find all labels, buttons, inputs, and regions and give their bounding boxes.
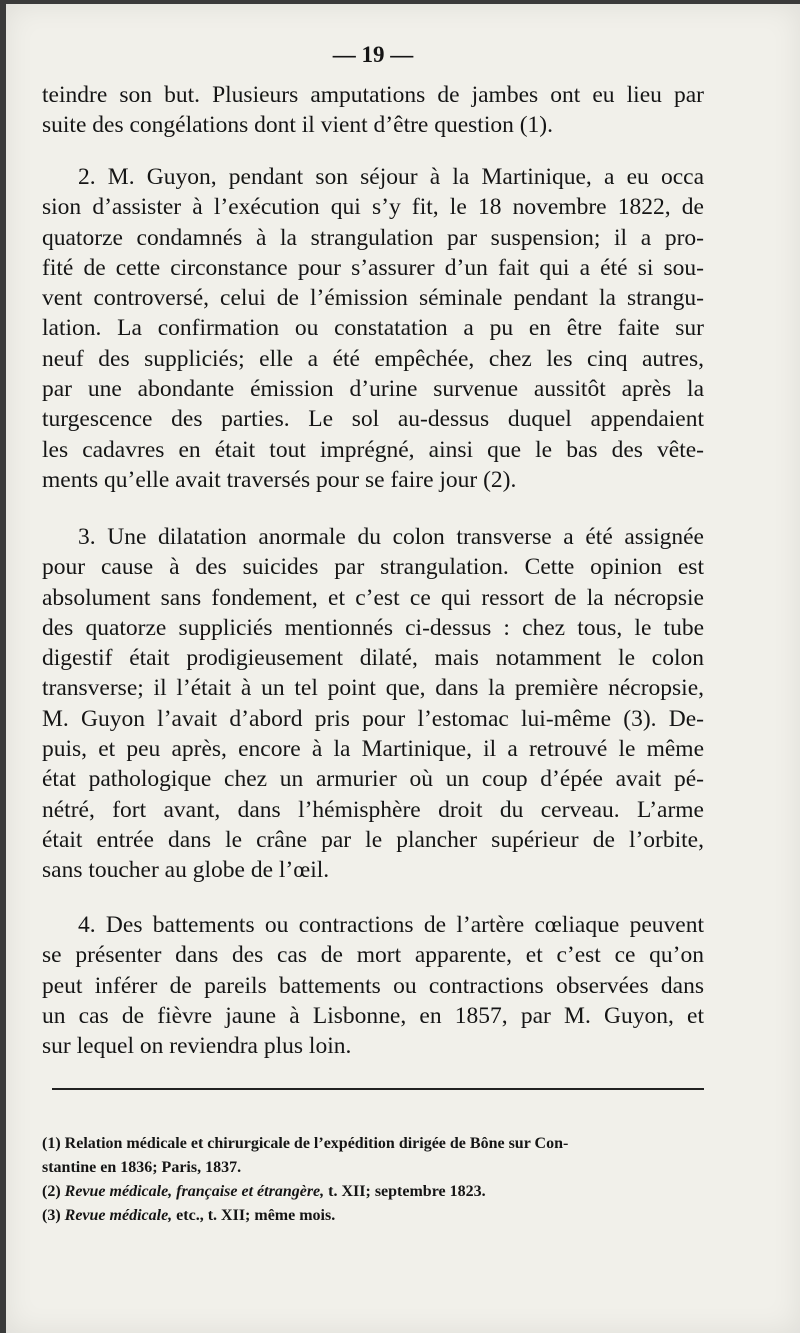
footnote-2 [42,1180,704,1204]
text-line: sur lequel on reviendra plus loin. [42,1033,352,1060]
footnote-rest: t. XII; septembre 1823. [324,1183,486,1200]
text-line: absolument sans fondement, et c’est ce qui ressort de la nécropsie [42,584,704,611]
footnote-title: Revue médicale, française et étrangère, [64,1183,325,1200]
text-line: lation. La confirmation ou constatation a pu en être faite sur [42,315,704,342]
text-line: ments qu’elle avait traversés pour se faire jour (2). [42,466,517,493]
paragraph-continuation [42,80,704,141]
footnote-1-line-1: (1) Relation médicale et chirurgicale de l’expédition dirigée de Bône sur Con- [42,1135,569,1152]
text-line: sion d’assister à l’exécution qui s’y fit, le 18 novembre 1822, de [42,194,704,221]
text-line: fité de cette circonstance pour s’assurer d’un fait qui a été si sou- [42,254,704,281]
paragraph-2 [42,162,704,495]
text-line: état pathologique chez un armurier où un coup d’épée avait pé- [42,766,704,793]
text-line: les cadavres en était tout imprégné, ainsi que le bas des vête- [42,436,704,463]
paragraph-3 [42,522,704,886]
text-line: vent controversé, celui de l’émission séminale pendant la strangu- [42,285,704,312]
footnote-marker: (3) [42,1207,65,1224]
text-line: nétré, fort avant, dans l’hémisphère droit du cerveau. L’arme [42,796,704,823]
text-line: se présenter dans des cas de mort apparente, et c’est ce qu’on [42,942,704,969]
footnote-3 [42,1204,704,1228]
text-line: M. Guyon l’avait d’abord pris pour l’estomac lui-même (3). De- [42,705,704,732]
footnote-rest: etc., t. XII; même mois. [172,1207,336,1224]
footnotes [42,1132,704,1228]
footnote-1-line-2: stantine en 1836; Paris, 1837. [42,1159,242,1176]
text-line: neuf des suppliciés; elle a été empêchée, chez les cinq autres, [42,345,704,372]
text-line: des quatorze suppliciés mentionnés ci-dessus : chez tous, le tube [42,614,704,641]
text-line: un cas de fièvre jaune à Lisbonne, en 1857, par M. Guyon, et [42,1002,704,1029]
text-line: était entrée dans le crâne par le plancher supérieur de l’orbite, [42,826,704,853]
footnote-title: Revue médicale, [64,1207,173,1224]
footnote-marker: (2) [42,1183,65,1200]
footnote-separator [52,1088,704,1090]
text-line: puis, et peu après, encore à la Martinique, il a retrouvé le même [42,736,704,763]
page-number: — 19 — [332,42,414,67]
text-line: 4. Des battements ou contractions de l’artère cœliaque peuvent [78,912,704,938]
text-line: 3. Une dilatation anormale du colon transverse a été assignée [78,524,704,550]
text-line: transverse; il l’était à un tel point que, dans la première nécropsie, [42,675,704,702]
paragraph-4 [42,910,704,1061]
text-line: pour cause à des suicides par strangulation. Cette opinion est [42,554,704,581]
text-line: suite des congélations dont il vient d’être question (1). [42,112,554,139]
text-line: peut inférer de pareils battements ou contractions observées dans [42,972,704,999]
text-line: par une abondante émission d’urine survenue aussitôt après la [42,376,704,403]
text-line: quatorze condamnés à la strangulation par suspension; il a pro- [42,224,704,251]
text-line: teindre son but. Plusieurs amputations de jambes ont eu lieu par [42,82,704,108]
text-line: digestif était prodigieusement dilaté, mais notamment le colon [42,645,704,672]
text-line: 2. M. Guyon, pendant son séjour à la Martinique, a eu occa [78,164,704,190]
book-page [6,4,800,1333]
text-line: sans toucher au globe de l’œil. [42,857,330,884]
text-line: turgescence des parties. Le sol au-dessus duquel appendaient [42,406,704,433]
